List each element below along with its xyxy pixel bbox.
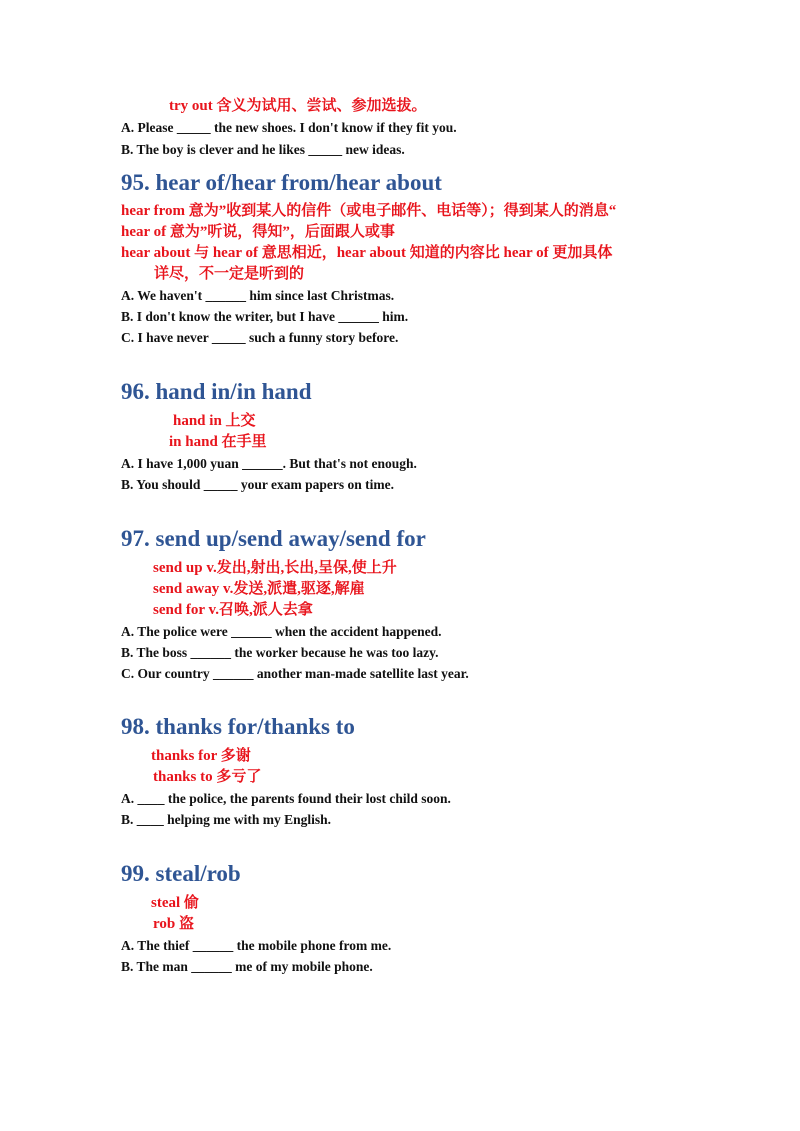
example-b: B. ____ helping me with my English. — [121, 812, 332, 827]
example-c: C. Our country ______ another man-made satellite last year. — [121, 666, 469, 681]
example-b: B. I don't know the writer, but I have ______ him. — [121, 309, 409, 324]
meaning-steal: steal 偷 — [151, 895, 199, 911]
meaning-hand-in: hand in 上交 — [173, 413, 256, 429]
meaning-send-for: send for v.召唤,派人去拿 — [153, 602, 313, 618]
section-heading-97: 97. send up/send away/send for — [121, 526, 426, 551]
meaning-hear-about: hear about 与 hear of 意思相近，hear about 知道的内容比 hear of 更加具体 — [121, 245, 613, 261]
meaning-thanks-for: thanks for 多谢 — [151, 748, 251, 764]
section-heading-98: 98. thanks for/thanks to — [121, 714, 355, 739]
meaning-try-out: try out 含义为试用、尝试、参加选拔。 — [169, 98, 427, 114]
example-c: C. I have never _____ such a funny story before. — [121, 330, 399, 345]
example-a: A. Please _____ the new shoes. I don't know if they fit you. — [121, 120, 457, 135]
example-b: B. You should _____ your exam papers on time. — [121, 477, 395, 492]
example-a: A. We haven't ______ him since last Christmas. — [121, 288, 395, 303]
meaning-hear-about-cont: 详尽，不一定是听到的 — [154, 266, 305, 282]
example-b: B. The boy is clever and he likes _____ new ideas. — [121, 142, 405, 157]
section-heading-96: 96. hand in/in hand — [121, 379, 312, 404]
example-a: A. The police were ______ when the accident happened. — [121, 624, 442, 639]
meaning-hear-of: hear of 意为”听说，得知”，后面跟人或事 — [121, 224, 395, 240]
section-heading-99: 99. steal/rob — [121, 861, 241, 886]
meaning-send-away: send away v.发送,派遣,驱逐,解雇 — [153, 581, 365, 597]
example-a: A. ____ the police, the parents found their lost child soon. — [121, 791, 451, 806]
example-a: A. The thief ______ the mobile phone from me. — [121, 938, 392, 953]
meaning-rob: rob 盗 — [153, 916, 194, 932]
example-b: B. The boss ______ the worker because he was too lazy. — [121, 645, 439, 660]
meaning-hear-from: hear from 意为”收到某人的信件（或电子邮件、电话等）；得到某人的消息“ — [121, 203, 617, 219]
example-a: A. I have 1,000 yuan ______. But that's not enough. — [121, 456, 417, 471]
meaning-in-hand: in hand 在手里 — [169, 434, 267, 450]
meaning-send-up: send up v.发出,射出,长出,呈保,使上升 — [153, 560, 397, 576]
section-heading-95: 95. hear of/hear from/hear about — [121, 170, 442, 195]
meaning-thanks-to: thanks to 多亏了 — [153, 769, 262, 785]
example-b: B. The man ______ me of my mobile phone. — [121, 959, 373, 974]
